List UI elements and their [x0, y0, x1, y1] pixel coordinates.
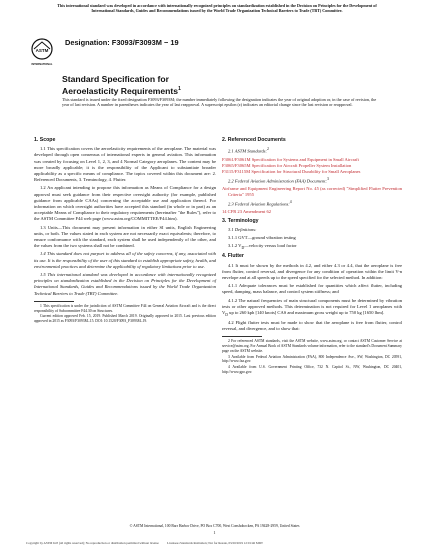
- section-heading-scope: 1. Scope: [34, 137, 56, 143]
- right-column: [222, 135, 402, 375]
- designation: Designation: F3093/F3093M − 19: [65, 38, 179, 47]
- issued-notice: This standard is issued under the fixed designation F3093/F3093M; the number immediately following the designation indicates the year of original adoption or, in the case of revision, the year of last revision. A number in parentheses indicates the year of last reapproval. A superscript epsilon (ε) indicates an editorial change since the last revision or reapproval.: [62, 97, 377, 108]
- section-heading-flutter: 4. Flutter: [222, 253, 244, 260]
- footnote-1: 1 This specification is under the jurisdiction of ASTM Committee F44 on General Aviation Aircraft and is the direct responsibility of Subcommittee F44.30 on Structures.: [34, 303, 216, 313]
- paragraph-1-1: 1.1 This specification covers the aeroelasticity requirements of the aeroplane. The material was developed through open consensus of international experts in general aviation. This information was created by focusing on Level 1, 2, 3, and 4 Normal Category aeroplanes. The content may be more broadly applicable; it is the responsibility of the Applicant to substantiate broader applicability as a specific means of compliance. The topics covered within this document are: 2. Referenced Documents, 3. Terminology, 4. Flutter.: [34, 146, 216, 183]
- footnote-1-edition: Current edition approved Feb. 15, 2019. Published March 2019. Originally approved in 2015. Last previous edition approved in 2015 as F3093/F3093M–15. DOI: 10.1520/F3093_F3093M–19.: [34, 314, 216, 323]
- license-stamp: Licensee=Standards Institution; Not for Resale, 03/20/2019 12:01:46 MDT: [167, 541, 263, 545]
- page-number: 1: [213, 530, 216, 535]
- footnote-3: 3 Available from Federal Aviation Administration (FAA), 800 Independence Ave., SW, Washington, DC 20591, http://www.faa.gov.: [222, 354, 402, 364]
- paragraph-3-1: 3.1 Definitions:: [228, 226, 257, 232]
- paragraph-2-2: 2.2 Federal Aviation Administration (FAA) Document:$^3$: [228, 176, 329, 184]
- paragraph-4-1: 4.1 It must be shown by the methods in 4.2, and either 4.3 or 4.4, that the aeroplane is free from flutter, control reversal, and divergence for any condition of operation within the limit V-n envelope and at all speeds up to the speed specified for the selected method. In addition:: [222, 262, 402, 280]
- title-line-2: Aeroelasticity Requirements$^1$: [62, 85, 181, 96]
- svg-text:INTERNATIONAL: INTERNATIONAL: [31, 63, 53, 66]
- paragraph-1-2: 1.2 An applicant intending to propose this information as Means of Compliance for a design approval must seek guidance from their respective oversight authority (for example, published guidance from applicable CAAs) concerning the acceptable use and application thereof. For information on which oversight authorities have accepted this standard (in whole or in part) as an acceptable Means of Compliance to their regulatory requirements (hereinafter "the Rules"), refer to the ASTM Committee F44 web page (www.astm.org/COMMITTEE/F44.htm).: [34, 185, 216, 222]
- tbt-notice: This international standard was developed in accordance with internationally recognized principles on standardization established in the Decision on Principles for the Development of International Standards, Guides and Recommendations issued by the World Trade Organization Technical Barriers to Trade (TBT) Committee.: [57, 3, 377, 13]
- title-line-1: Standard Specification for: [62, 74, 169, 84]
- document-title: [62, 74, 181, 96]
- footnote-2: 2 For referenced ASTM standards, visit the ASTM website, www.astm.org, or contact ASTM Customer Service at service@astm.org. For Annual Book of ASTM Standards volume information, refer to the standard's Document Summary page on the ASTM website.: [222, 339, 402, 353]
- copyright-notice: Copyright by ASTM Int'l (all rights reserved); No reproduction or distribution permitted without license: [26, 541, 159, 545]
- paragraph-4-1-1: 4.1.1 Adequate tolerances must be established for quantities which affect flutter, including speed, damping, mass balance, and control system stiffness; and: [222, 283, 402, 295]
- footnote-divider-right: [222, 336, 262, 337]
- definition-vd: 3.1.2 $V_D—velocity$ versus load factor: [228, 243, 297, 251]
- footnote-divider: [34, 301, 74, 302]
- paragraph-1-4: 1.4 This standard does not purport to address all of the safety concerns, if any, associated with its use. It is the responsibility of the user of this standard to establish appropriate safety, health, and environmental practices and determine the applicability of regulatory limitations prior to use.: [34, 251, 216, 269]
- reference-14-cfr-23[interactable]: 14 CFR 23 Amendment 62: [222, 209, 272, 215]
- paragraph-2-1: 2.1 ASTM Standards:$^2$: [228, 147, 269, 154]
- reference-faa-report-45[interactable]: Airframe and Equipment Engineering Report No. 45 (as corrected) "Simplified Flutter Prevention Criteria" 1955: [222, 186, 402, 198]
- paragraph-1-5: 1.5 This international standard was developed in accordance with internationally recognized principles on standardization established in the Decision on Principles for the Development of International Standards, Guides and Recommendations issued by the World Trade Organization Technical Barriers to Trade (TBT) Committee.: [34, 272, 216, 296]
- paragraph-4-2: 4.2 Flight flutter tests must be made to show that the aeroplane is free from flutter, control reversal, and divergence, and to show that:: [222, 320, 402, 332]
- copyright-line: © ASTM International, 100 Barr Harbor Drive, PO Box C700, West Conshohocken, PA 19428-2959, United States: [129, 524, 300, 528]
- svg-text:ASTM: ASTM: [35, 48, 49, 53]
- astm-logo: [31, 38, 53, 68]
- section-heading-terminology: 3. Terminology: [222, 217, 259, 224]
- paragraph-4-1-2: 4.1.2 The natural frequencies of main structural components must be determined by vibration tests or other approved methods. This determination is not required for Level 1 aeroplanes with $V_D$ up to 260 kph [140 knots] CAS and maximum gross weight up to 750 kg [1650 lbm].: [222, 297, 402, 317]
- definition-gvt: 3.1.1 GVT—ground vibration testing: [228, 234, 296, 240]
- paragraph-1-3: 1.3 Units—This document may present information in either SI units, English Engineering units, or both. The values stated in each system are not necessarily exact equivalents; therefore, to ensure conformance with the standard, each system shall be used independently of the other, and the values from the two systems shall not be combined.: [34, 224, 216, 249]
- reference-f3115[interactable]: F3115/F3115M Specification for Structural Durability for Small Aeroplanes: [222, 169, 361, 175]
- reference-f3061[interactable]: F3061/F3061M Specification for Systems and Equipment in Small Aircraft: [222, 156, 359, 162]
- footnote-4: 4 Available from U.S. Government Printing Office, 732 N. Capitol St., NW, Washington, DC 20401, http://www.gpo.gov.: [222, 364, 402, 374]
- section-heading-referenced-documents: 2. Referenced Documents: [222, 137, 286, 143]
- left-column: [34, 135, 216, 325]
- reference-f3065[interactable]: F3065/F3065M Specification for Aircraft Propeller System Installation: [222, 163, 352, 169]
- paragraph-2-3: 2.3 Federal Aviation Regulations:$^4$: [228, 199, 292, 207]
